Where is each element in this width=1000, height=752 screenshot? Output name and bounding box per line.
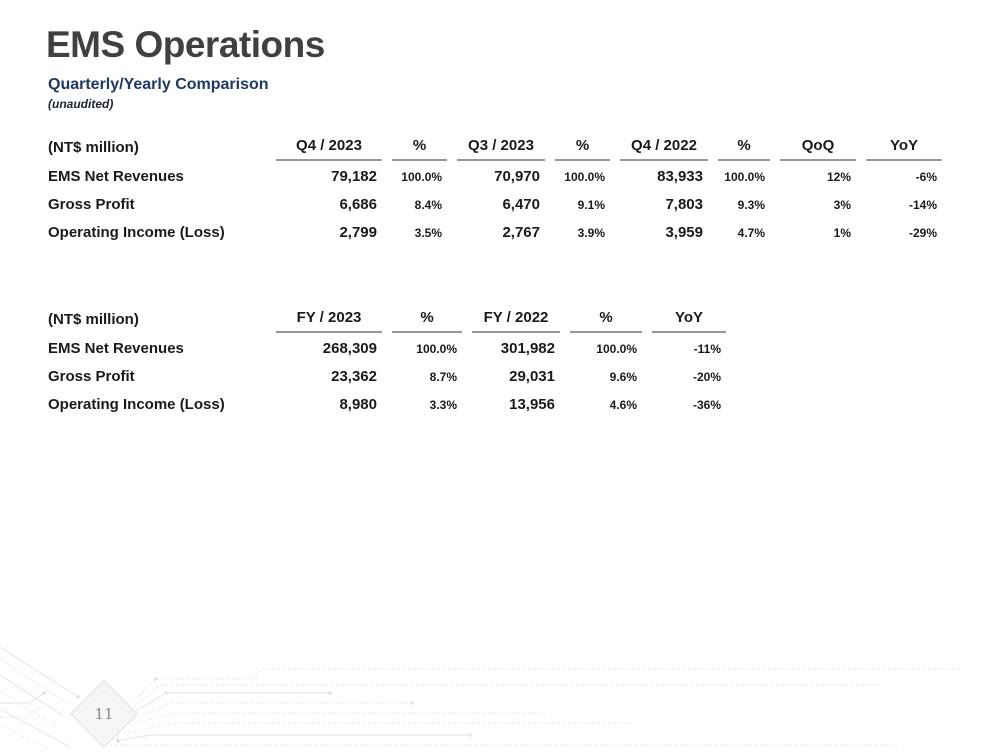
value-cell: 2,799 (339, 224, 377, 241)
quarterly-comparison-table (38, 134, 952, 245)
value-cell: -14% (908, 198, 937, 212)
circuit-board-pattern-icon (0, 645, 980, 752)
value-cell: -20% (692, 370, 721, 384)
page-number: 11 (94, 705, 114, 723)
value-cell: 100.0% (564, 170, 605, 184)
value-cell: 12% (826, 170, 851, 184)
value-cell: 2,767 (502, 224, 540, 241)
value-cell: 1% (833, 226, 851, 240)
table-row (48, 361, 726, 389)
value-cell: 83,933 (657, 168, 703, 185)
value-cell: 3.5% (414, 226, 442, 240)
value-cell: 6,470 (502, 196, 540, 213)
value-cell: 70,970 (494, 168, 540, 185)
column-header-q4-2022: Q4 / 2022 (620, 134, 708, 161)
column-header-pct-1: % (392, 306, 462, 333)
column-header-fy-2023: FY / 2023 (276, 306, 382, 333)
value-cell: 3.9% (577, 226, 605, 240)
value-cell: 8.7% (429, 370, 457, 384)
value-cell: 9.6% (609, 370, 637, 384)
value-cell: 100.0% (416, 342, 457, 356)
value-cell: 13,956 (509, 396, 555, 413)
column-header-pct-2: % (570, 306, 642, 333)
value-cell: 6,686 (339, 196, 377, 213)
value-cell: 79,182 (331, 168, 377, 185)
column-header-q4-2023: Q4 / 2023 (276, 134, 382, 161)
value-cell: 7,803 (665, 196, 703, 213)
row-label: EMS Net Revenues (48, 340, 184, 357)
value-cell: 9.1% (577, 198, 605, 212)
value-cell: 268,309 (322, 340, 377, 357)
column-header-qoq: QoQ (780, 134, 856, 161)
value-cell: -36% (692, 398, 721, 412)
table-row (48, 389, 726, 417)
column-header-fy-2022: FY / 2022 (472, 306, 560, 333)
table-row (48, 189, 942, 217)
value-cell: 9.3% (737, 198, 765, 212)
row-label: EMS Net Revenues (48, 168, 184, 185)
quarterly-header-row (48, 134, 942, 161)
column-header-yoy: YoY (866, 134, 942, 161)
row-label: Gross Profit (48, 368, 135, 385)
unit-label: (NT$ million) (48, 311, 139, 328)
value-cell: 4.7% (737, 226, 765, 240)
row-label: Gross Profit (48, 196, 135, 213)
column-header-q3-2023: Q3 / 2023 (457, 134, 545, 161)
table-row (48, 161, 942, 189)
yearly-comparison-table (38, 306, 736, 417)
column-header-pct-3: % (718, 134, 770, 161)
value-cell: 8,980 (339, 396, 377, 413)
unaudited-note: (unaudited) (48, 97, 114, 111)
value-cell: 4.6% (609, 398, 637, 412)
value-cell: 3.3% (429, 398, 457, 412)
value-cell: 3,959 (665, 224, 703, 241)
row-label: Operating Income (Loss) (48, 224, 225, 241)
value-cell: 100.0% (596, 342, 637, 356)
value-cell: -11% (693, 342, 721, 356)
slide-subtitle: Quarterly/Yearly Comparison (48, 76, 269, 93)
value-cell: 301,982 (500, 340, 555, 357)
value-cell: 23,362 (331, 368, 377, 385)
row-label: Operating Income (Loss) (48, 396, 225, 413)
table-row (48, 333, 726, 361)
value-cell: 100.0% (401, 170, 442, 184)
value-cell: 29,031 (509, 368, 555, 385)
value-cell: -29% (908, 226, 937, 240)
value-cell: -6% (915, 170, 937, 184)
column-header-yoy: YoY (652, 306, 726, 333)
yearly-header-row (48, 306, 726, 333)
column-header-pct-2: % (555, 134, 610, 161)
value-cell: 3% (833, 198, 851, 212)
column-header-pct-1: % (392, 134, 447, 161)
page-title: EMS Operations (46, 24, 325, 65)
unit-label: (NT$ million) (48, 139, 139, 156)
value-cell: 8.4% (414, 198, 442, 212)
table-row (48, 217, 942, 245)
value-cell: 100.0% (724, 170, 765, 184)
